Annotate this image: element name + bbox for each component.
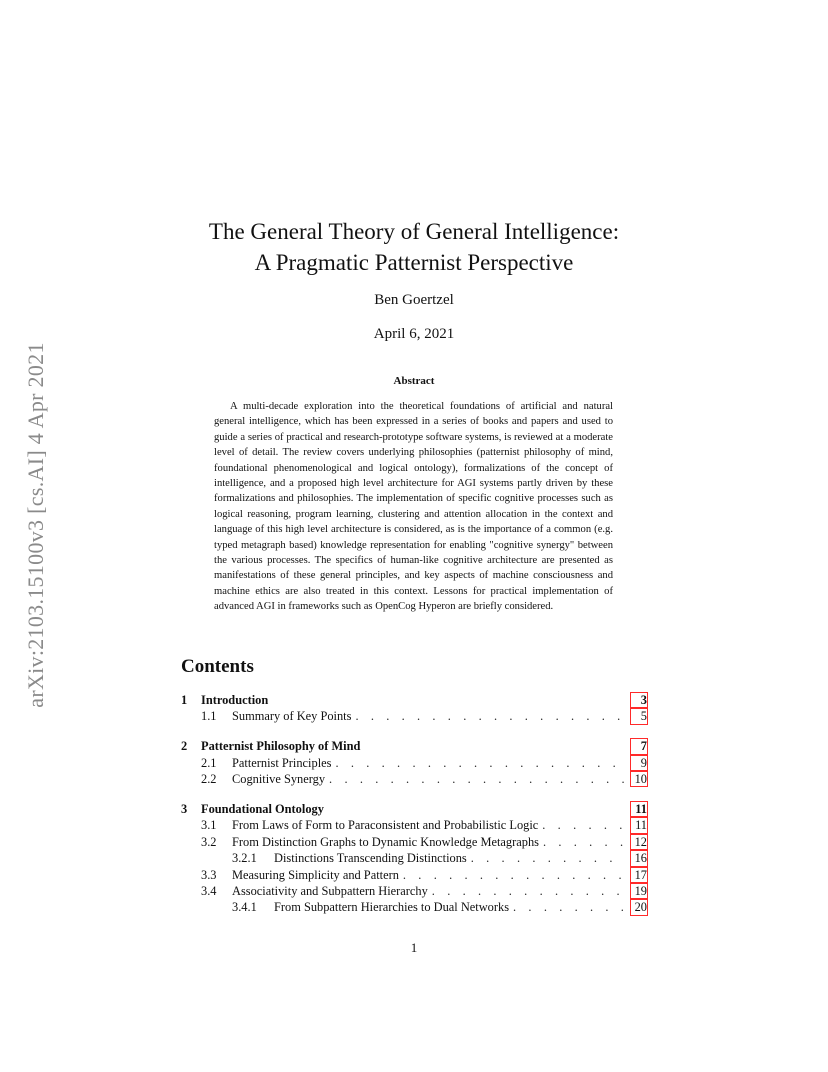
- toc-page-link[interactable]: 11: [630, 801, 648, 817]
- arxiv-identifier: arXiv:2103.15100v3 [cs.AI] 4 Apr 2021: [23, 342, 48, 708]
- toc-label: Patternist Principles: [232, 755, 332, 770]
- toc-entry-patternist-principles[interactable]: [181, 755, 648, 771]
- toc-label: Patternist Philosophy of Mind: [201, 739, 361, 754]
- toc-leader-dots: [432, 883, 624, 899]
- toc-label: Measuring Simplicity and Pattern: [232, 867, 399, 882]
- toc-entry-measuring-simplicity[interactable]: [181, 867, 648, 883]
- arxiv-sidebar-stamp: [20, 300, 52, 750]
- abstract-heading: Abstract: [393, 375, 435, 387]
- toc-entry-foundational-ontology[interactable]: [181, 801, 648, 817]
- toc-page-link[interactable]: 11: [630, 817, 648, 833]
- paper-title: [0, 216, 828, 278]
- toc-label: Introduction: [201, 693, 269, 707]
- toc-label: Summary of Key Points: [232, 709, 352, 724]
- toc-page-link[interactable]: 7: [630, 738, 648, 754]
- toc-number: 3.3: [201, 867, 217, 882]
- toc-number: 3: [181, 801, 188, 816]
- toc-page-link[interactable]: 9: [630, 755, 648, 771]
- toc-number: 2: [181, 739, 188, 754]
- toc-number: 2.1: [201, 755, 217, 770]
- toc-leader-dots: [355, 708, 624, 724]
- toc-page-link[interactable]: 19: [630, 883, 648, 899]
- toc-entry-dual-networks[interactable]: [181, 899, 648, 915]
- contents-heading: Contents: [181, 656, 254, 677]
- author-name: Ben Goertzel: [374, 292, 454, 308]
- toc-leader-dots: [471, 850, 624, 866]
- toc-entry-patternist-philosophy[interactable]: [181, 738, 648, 754]
- toc-entry-associativity[interactable]: [181, 883, 648, 899]
- toc-page-link[interactable]: 10: [630, 771, 648, 787]
- toc-entry-summary-of-key-points[interactable]: [181, 708, 648, 724]
- toc-number: 3.4.1: [232, 900, 257, 915]
- toc-entry-distinctions-transcending[interactable]: [181, 850, 648, 866]
- toc-label: Foundational Ontology: [201, 801, 324, 816]
- toc-leader-dots: [403, 867, 624, 883]
- toc-label: Cognitive Synergy: [232, 772, 326, 787]
- toc-label: From Distinction Graphs to Dynamic Knowledge Metagraphs: [232, 834, 539, 849]
- abstract-text: A multi-decade exploration into the theoretical foundations of artificial and natural general intelligence, which has been expressed in a series of books and papers and used to guide a series of practical and research-prototype software systems, is reviewed at a moderate level of detail. The review covers underlying philosophies (patternist philosophy of mind, foundational phenomenological and logical ontology), formalizations of the concept of intelligence, and a proposed high level architecture for AGI systems partly driven by these formalizations and philosophies. The implementation of specific cognitive processes such as logical reasoning, program learning, clustering and attention allocation in the context and language of this high level architecture is considered, as is the importance of a common (e.g. typed metagraph based) knowledge representation for enabling "cognitive synergy" between the various processes. The specifics of human-like cognitive architecture are presented as manifestations of these general principles, and key aspects of machine consciousness and machine ethics are also treated in this context. Lessons for practical implementation of advanced AGI in frameworks such as OpenCog Hyperon are briefly considered.: [214, 401, 613, 613]
- toc-number: 2.2: [201, 772, 217, 787]
- toc-page-link[interactable]: 20: [630, 899, 648, 915]
- toc-number: 1: [181, 693, 188, 707]
- toc-number: 1.1: [201, 709, 217, 724]
- toc-leader-dots: [543, 834, 624, 850]
- toc-page-link[interactable]: 16: [630, 850, 648, 866]
- toc-entry-distinction-graphs[interactable]: [181, 834, 648, 850]
- toc-number: 3.2.1: [232, 851, 257, 866]
- toc-label: From Laws of Form to Paraconsistent and Probabilistic Logic: [232, 818, 539, 833]
- toc-entry-cognitive-synergy[interactable]: [181, 771, 648, 787]
- toc-label: Associativity and Subpattern Hierarchy: [232, 883, 428, 898]
- toc-number: 3.1: [201, 818, 217, 833]
- toc-leader-dots: [542, 817, 624, 833]
- toc-entry-laws-of-form[interactable]: [181, 817, 648, 833]
- table-of-contents: [181, 692, 648, 916]
- toc-leader-dots: [329, 771, 624, 787]
- toc-label: Distinctions Transcending Distinctions: [274, 851, 467, 866]
- toc-number: 3.2: [201, 834, 217, 849]
- toc-page-link[interactable]: 5: [630, 708, 648, 724]
- publication-date: April 6, 2021: [373, 326, 455, 342]
- page-number: 1: [410, 940, 418, 955]
- toc-page-link[interactable]: 12: [630, 834, 648, 850]
- toc-page-link[interactable]: 3: [630, 692, 648, 708]
- toc-page-link[interactable]: 17: [630, 867, 648, 883]
- title-line-1: The General Theory of General Intelligence:: [208, 219, 620, 244]
- toc-label: From Subpattern Hierarchies to Dual Networks: [274, 900, 510, 915]
- toc-leader-dots: [335, 755, 624, 771]
- title-line-2: A Pragmatic Patternist Perspective: [254, 250, 574, 275]
- toc-entry-introduction[interactable]: [181, 692, 648, 708]
- toc-number: 3.4: [201, 883, 217, 898]
- toc-leader-dots: [513, 899, 624, 915]
